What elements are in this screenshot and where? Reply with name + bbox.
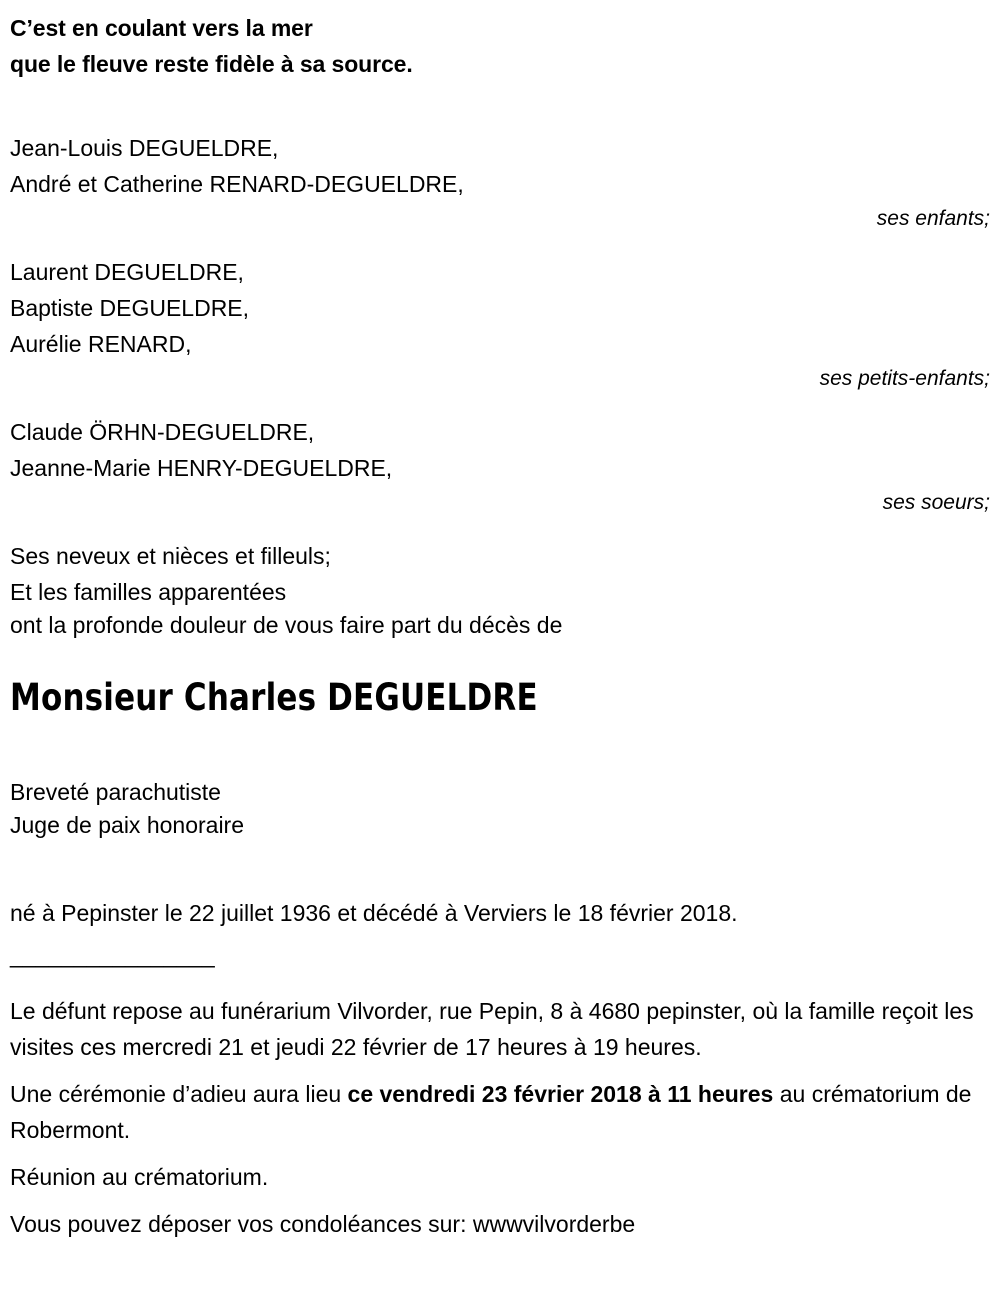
condolences-paragraph: Vous pouvez déposer vos condoléances sur: wwwvilvorderbe	[10, 1211, 636, 1237]
life-dates: né à Pepinster le 22 juillet 1936 et décédé à Verviers le 18 février 2018.	[10, 900, 738, 926]
honours-list	[10, 776, 990, 842]
family-member-name: Jeanne-Marie HENRY-DEGUELDRE,	[10, 455, 393, 481]
ceremony-text-after: au crématorium de Robermont.	[10, 1081, 972, 1143]
separator-rule: ________________	[10, 942, 215, 968]
family-member-name: Laurent DEGUELDRE,	[10, 259, 244, 285]
repose-paragraph: Le défunt repose au funérarium Vilvorder, rue Pepin, 8 à 4680 pepinster, où la famille reçoit les visites ces mercredi 21 et jeudi 22 février de 17 heures à 19 heures.	[10, 998, 974, 1060]
relation-label-grandchildren: ses petits-enfants;	[819, 367, 990, 390]
epigraph	[10, 10, 990, 82]
family-list	[10, 130, 990, 628]
family-group-extended	[10, 538, 990, 610]
gathering-paragraph: Réunion au crématorium.	[10, 1164, 269, 1190]
deceased-name: Monsieur Charles DEGUELDRE	[10, 676, 538, 719]
family-member-name: Et les familles apparentées	[10, 579, 287, 605]
family-member-name: Baptiste DEGUELDRE,	[10, 295, 250, 321]
family-member-name: Jean-Louis DEGUELDRE,	[10, 135, 279, 161]
family-member-name: Claude ÖRHN-DEGUELDRE,	[10, 419, 315, 445]
honour-item: Juge de paix honoraire	[10, 812, 244, 838]
announcement-lead-in: ont la profonde douleur de vous faire part du décès de	[10, 612, 563, 638]
epigraph-line-2: que le fleuve reste fidèle à sa source.	[10, 51, 413, 77]
family-group-children	[10, 130, 990, 236]
honour-item: Breveté parachutiste	[10, 779, 221, 805]
epigraph-line-1: C’est en coulant vers la mer	[10, 15, 313, 41]
ceremony-text-before: Une cérémonie d’adieu aura lieu	[10, 1081, 348, 1107]
relation-label-sisters: ses soeurs;	[882, 491, 990, 514]
family-member-name: Aurélie RENARD,	[10, 331, 192, 357]
family-member-name: Ses neveux et nièces et filleuls;	[10, 543, 331, 569]
ceremony-datetime: ce vendredi 23 février 2018 à 11 heures	[347, 1081, 774, 1107]
relation-label-children: ses enfants;	[876, 207, 990, 230]
family-group-grandchildren	[10, 254, 990, 396]
death-notice	[10, 0, 990, 1315]
funeral-arrangements	[10, 993, 992, 1253]
family-group-sisters	[10, 414, 990, 520]
family-member-name: André et Catherine RENARD-DEGUELDRE,	[10, 171, 464, 197]
ceremony-paragraph	[10, 1076, 992, 1148]
